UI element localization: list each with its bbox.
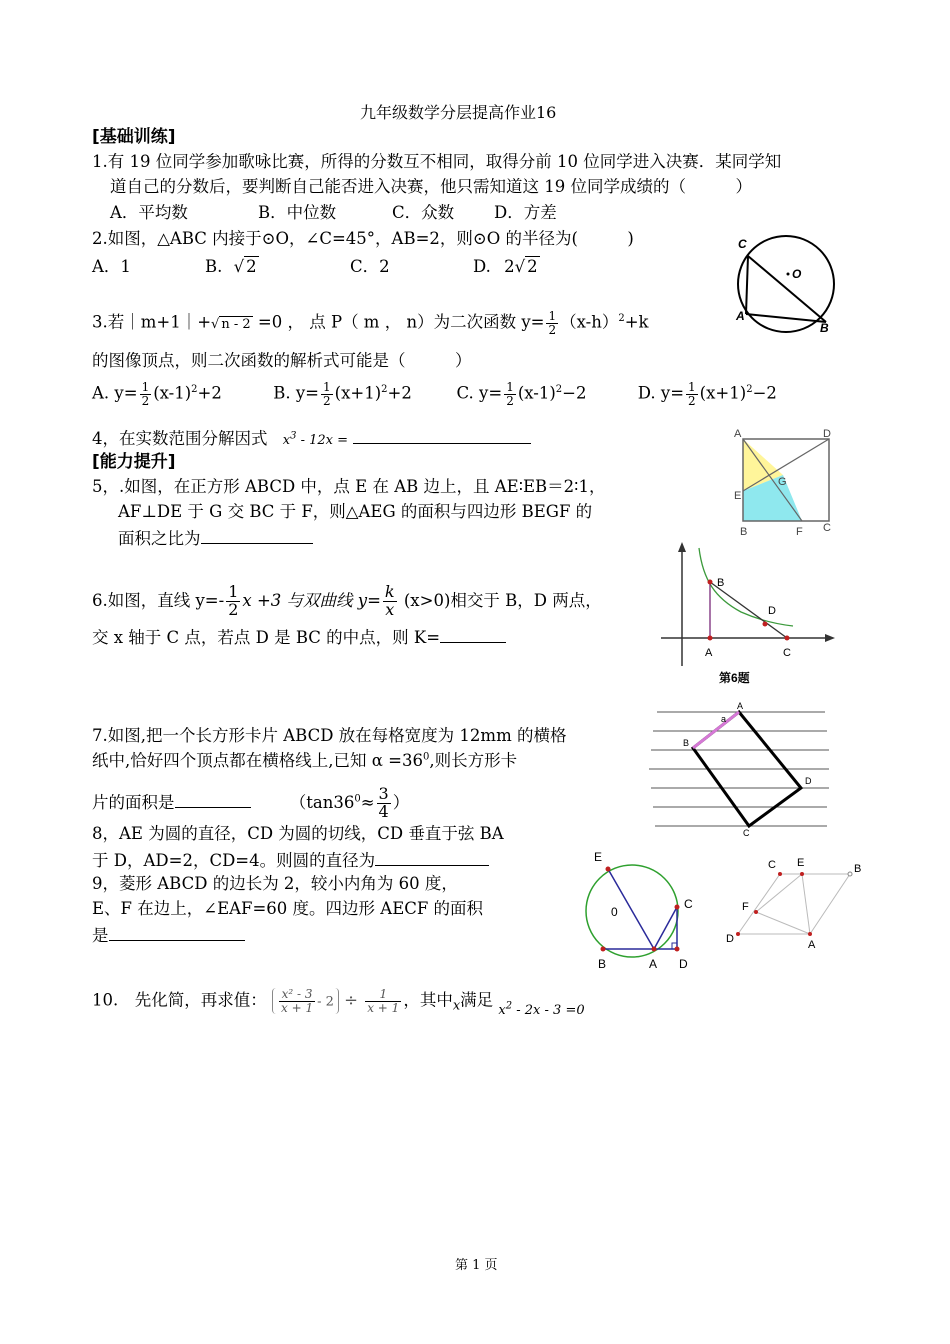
- q10-frac2-num: 1: [365, 988, 401, 1002]
- fig8-label-b: B: [598, 957, 607, 971]
- q6-end: (x>0)相交于 B，D 两点，: [403, 590, 602, 610]
- q2-option-d: [473, 257, 540, 277]
- q4-text: 4，在实数范围分解因式: [92, 429, 268, 448]
- q2-option-b-value: √ 2: [233, 257, 257, 276]
- q4-expression: [282, 430, 349, 448]
- q3-frac-den: 2: [548, 322, 557, 337]
- q1-option-d: D．方差: [494, 203, 557, 222]
- q6-answer-blank[interactable]: [440, 626, 506, 643]
- q3-mid: =0 ， 点 P（ m ， n）为二次函数 y=: [257, 312, 545, 332]
- q1-line2: 道自己的分数后，要判断自己能否进入决赛，他只需知道这 19 位同学成绩的（ ）: [110, 177, 752, 196]
- figure-q2-circle: [730, 230, 845, 335]
- q3-option-b-pre: B. y=: [273, 383, 320, 403]
- figure-q8-circle: [578, 845, 703, 973]
- point-e: [606, 867, 611, 872]
- q3-option-c-end: −2: [562, 383, 587, 403]
- q3-option-b-frac-den: 2: [323, 393, 331, 408]
- q9-line3: [92, 924, 245, 946]
- q10-frac1: [279, 988, 315, 1014]
- q4-line: [92, 427, 531, 449]
- q7-line2: [92, 751, 517, 771]
- fig7-label-a: A: [737, 701, 744, 711]
- q10-pre: 10. 先化简，再求值：: [92, 990, 267, 1010]
- q3-option-d-pre: D. y=: [637, 383, 685, 403]
- fig6-caption: 第6题: [719, 671, 750, 685]
- fig9-label-e: E: [797, 857, 805, 869]
- q3-option-a-frac-den: 2: [141, 393, 150, 408]
- q3-option-d-body: (x+1): [699, 383, 747, 403]
- side-ab: [693, 712, 739, 748]
- point-a: [808, 932, 812, 936]
- point-c: [778, 872, 782, 876]
- point-e: [800, 872, 804, 876]
- q3-option-c-frac-num: 1: [506, 380, 514, 394]
- q3-option-d: [638, 381, 777, 407]
- q3-option-c: [457, 381, 633, 407]
- point-d: [763, 622, 768, 627]
- point-c: [785, 636, 790, 641]
- q3-option-b-frac-num: 1: [323, 380, 331, 394]
- section-basic: [基础训练]: [92, 127, 176, 147]
- q10-frac2-den: x + 1: [367, 1000, 400, 1015]
- fig5-label-e: E: [734, 490, 742, 502]
- q1-option-b: B．中位数: [258, 203, 337, 222]
- q3-option-a-end: +2: [197, 383, 222, 403]
- line-cb: [748, 256, 826, 322]
- q5-line3: [118, 527, 313, 549]
- fig9-label-c: C: [768, 859, 776, 871]
- q1-option-a: A．平均数: [110, 203, 188, 222]
- fig9-label-d: D: [726, 933, 734, 945]
- fig2-label-a: A: [736, 309, 745, 323]
- q7-line1: 7.如图,把一个长方形卡片 ABCD 放在每格宽度为 12mm 的横格: [92, 726, 567, 745]
- q6-frac2-num: k: [384, 582, 395, 601]
- fig6-label-d: D: [768, 605, 776, 617]
- q2-option-c: C．2: [350, 257, 390, 276]
- q2-option-b-radicand: 2: [246, 257, 257, 276]
- fig7-label-d: D: [805, 776, 812, 786]
- point-b: [601, 947, 606, 952]
- fig5-label-d: D: [823, 428, 831, 440]
- point-d: [675, 947, 680, 952]
- q3-option-b: [273, 381, 451, 407]
- fig7-label-b: B: [683, 738, 690, 748]
- q3-suffix-sup: 2: [618, 313, 625, 325]
- q9-line2: E、F 在边上，∠EAF=60 度。四边形 AECF 的面积: [92, 899, 484, 918]
- q3-option-d-frac-num: 1: [688, 380, 696, 394]
- q6-frac-den: 2: [228, 599, 239, 619]
- q7-hint-sup: 0: [354, 793, 361, 805]
- q7-line2-sup: 0: [422, 751, 430, 763]
- q7-hint-frac: [377, 786, 391, 821]
- q2-text: 2.如图，△ABC 内接于⊙O，∠C=45°，AB=2，则⊙O 的半径为( ): [92, 229, 634, 248]
- point-c: [675, 905, 680, 910]
- fig9-label-a: A: [808, 939, 816, 951]
- q3-option-d-frac-den: 2: [688, 393, 696, 408]
- q2-option-a: A．1: [92, 257, 131, 276]
- q4-expr-a: x: [282, 433, 291, 448]
- q3-option-c-sup: 2: [555, 384, 563, 396]
- fig6-label-c: C: [783, 647, 791, 659]
- q3-option-d-frac: [686, 381, 698, 407]
- q3-option-b-sup: 2: [381, 384, 388, 396]
- q3-option-b-end: +2: [387, 383, 412, 403]
- q2-option-b: [205, 257, 259, 277]
- q6-pre: 6.如图，直线 y=-: [92, 590, 225, 610]
- y-axis-arrow: [678, 542, 686, 552]
- figure-q9-rhombus: [722, 852, 867, 952]
- q3-sqrt-content: n - 2: [221, 316, 251, 332]
- q4-answer-blank[interactable]: [353, 427, 531, 444]
- q3-option-a-frac-num: 1: [141, 380, 150, 394]
- point-a: [652, 947, 657, 952]
- q6-line1: [92, 584, 602, 619]
- fig5-label-c: C: [823, 522, 831, 534]
- q7-hint-end: ）: [392, 792, 410, 812]
- point-d: [736, 932, 740, 936]
- q7-hint-pre: （tan36: [289, 792, 355, 812]
- q5-line1: 5，.如图，在正方形 ABCD 中，点 E 在 AB 边上，且 AE∶EB＝2∶1，: [92, 477, 606, 496]
- q8-line2-text: 于 D，AD=2，CD=4。则圆的直径为: [92, 851, 376, 870]
- q6-frac: [226, 584, 240, 619]
- q3-line2: 的图像顶点，则二次函数的解析式可能是（ ）: [92, 351, 472, 370]
- line-ca: [746, 256, 748, 314]
- figure-q6-graph: [655, 540, 840, 688]
- q10-minus2: - 2: [317, 994, 334, 1010]
- fig8-label-d: D: [679, 957, 688, 971]
- q3-suffix: （x-h）: [560, 312, 619, 332]
- q3-option-d-end: −2: [752, 383, 777, 403]
- q3-option-d-sup: 2: [746, 384, 753, 396]
- q3-option-c-pre: C. y=: [456, 383, 503, 403]
- q3-option-a: [92, 381, 268, 407]
- line-ab: [746, 314, 826, 322]
- q7-line3-text: 片的面积是: [92, 792, 175, 812]
- q7-line3: [92, 786, 409, 821]
- q3-option-c-frac-den: 2: [506, 393, 514, 408]
- q6-line2-text: 交 x 轴于 C 点，若点 D 是 BC 的中点，则 K=: [92, 628, 441, 647]
- fig5-label-f: F: [796, 526, 803, 538]
- q5-line2: AF⊥DE 于 G 交 BC 于 F，则△AEG 的面积与四边形 BEGF 的: [118, 502, 593, 521]
- q10-cond-a: x: [498, 1002, 506, 1018]
- q2-option-d-label: D.: [473, 257, 491, 276]
- q3-suffix-end: +k: [624, 312, 649, 332]
- q3-option-c-frac: [504, 381, 516, 407]
- q1-option-c: C．众数: [392, 203, 455, 222]
- q2-option-d-radicand: 2: [527, 257, 538, 276]
- q10-line: [92, 988, 585, 1018]
- q3-option-c-body: (x-1): [517, 383, 556, 403]
- q7-hint-frac-num: 3: [378, 784, 389, 803]
- fig9-label-b: B: [854, 863, 862, 875]
- line-ae: [802, 874, 810, 934]
- q10-frac1-num: x² - 3: [279, 988, 315, 1002]
- q4-expr-sup: 3: [290, 430, 297, 442]
- q5-line3-text: 面积之比为: [118, 529, 201, 548]
- q3-option-b-body: (x+1): [334, 383, 382, 403]
- fig6-label-a: A: [705, 647, 713, 659]
- fig5-label-b: B: [740, 526, 748, 538]
- point-a: [708, 636, 713, 641]
- fig9-label-f: F: [742, 901, 749, 913]
- q3-line1: [92, 310, 649, 336]
- q10-frac2: [365, 988, 401, 1014]
- q10-cond-b: - 2x - 3 =0: [512, 1002, 585, 1018]
- point-b: [848, 872, 852, 876]
- q3-option-a-body: (x-1): [153, 383, 192, 403]
- q10-cond-sup: 2: [505, 1000, 513, 1012]
- q6-mid: x +3 与双曲线 y=: [242, 590, 381, 610]
- fig8-label-o: 0: [611, 905, 618, 919]
- fig8-label-a: A: [649, 957, 658, 971]
- q8-line2: [92, 849, 489, 871]
- q10-mid: ，其中: [403, 990, 453, 1010]
- fig5-label-a: A: [734, 428, 742, 440]
- q3-fraction: [546, 310, 558, 336]
- center-dot: [787, 273, 790, 276]
- fig8-label-e: E: [594, 850, 603, 864]
- q6-line2: [92, 626, 506, 648]
- q3-sqrt: √ n - 2: [211, 316, 251, 332]
- fig6-label-b: B: [717, 577, 725, 589]
- q9-line1: 9，菱形 ABCD 的边长为 2，较小内角为 60 度，: [92, 874, 458, 893]
- q2-option-d-value: √ 2: [514, 257, 538, 276]
- q4-expr-b: - 12x =: [296, 433, 349, 448]
- q3-options: [92, 381, 777, 407]
- q10-condition: [498, 1000, 585, 1018]
- q3-prefix: 3.若｜m+1｜+: [92, 312, 212, 332]
- fig8-label-c: C: [684, 897, 693, 911]
- line-ef: [756, 874, 802, 912]
- page-title: 九年级数学分层提高作业16: [360, 103, 557, 122]
- x-axis-arrow: [825, 634, 835, 642]
- q6-frac-num: 1: [228, 582, 239, 601]
- q7-hint-frac-den: 4: [378, 801, 389, 821]
- q10-div: ÷: [344, 990, 358, 1010]
- fig2-label-c: C: [738, 237, 747, 251]
- q7-line2-end: ,则长方形卡: [429, 751, 518, 770]
- q5-answer-blank[interactable]: [201, 527, 313, 544]
- q6-frac2-den: x: [385, 599, 395, 619]
- q1-line1: 1.有 19 位同学参加歌咏比赛，所得的分数互不相同，取得分前 10 位同学进入决赛．某同学知: [92, 152, 782, 171]
- q7-answer-blank[interactable]: [175, 791, 251, 808]
- hyperbola-curve: [699, 548, 793, 626]
- page-footer: 第 1 页: [455, 1258, 498, 1273]
- q9-line3-text: 是: [92, 926, 109, 945]
- q8-line1: 8，AE 为圆的直径，CD 为圆的切线，CD 垂直于弦 BA: [92, 824, 504, 843]
- fig2-label-b: B: [820, 321, 829, 335]
- q3-option-b-frac: [321, 381, 333, 407]
- point-b: [708, 580, 713, 585]
- q10-var: x: [452, 998, 461, 1014]
- q10-frac1-den: x + 1: [281, 1000, 314, 1015]
- q2-option-d-coef: 2: [504, 257, 515, 276]
- q3-option-a-pre: A. y=: [92, 383, 138, 403]
- fig5-label-g: G: [778, 476, 787, 488]
- q3-option-a-sup: 2: [191, 384, 198, 396]
- figure-q7-lined-paper: [645, 700, 835, 840]
- q7-line2-text: 纸中,恰好四个顶点都在横格线上,已知 α =36: [92, 751, 423, 770]
- fig7-label-alpha: a: [721, 714, 727, 724]
- fig2-label-o: O: [792, 267, 802, 281]
- section-advanced: [能力提升]: [92, 452, 176, 472]
- q9-answer-blank[interactable]: [109, 924, 245, 941]
- q7-hint: [289, 784, 410, 821]
- q6-frac2: [383, 584, 397, 619]
- q3-option-a-frac: [140, 381, 152, 407]
- ruled-lines: [649, 712, 829, 826]
- q3-frac-num: 1: [548, 309, 557, 323]
- q8-answer-blank[interactable]: [375, 849, 489, 866]
- point-f: [754, 910, 758, 914]
- rhombus-abcd: [738, 874, 850, 934]
- figure-q5-square: [730, 425, 840, 537]
- q7-hint-mid: ≈: [360, 792, 375, 812]
- fig7-label-c: C: [743, 828, 750, 838]
- q10-mid2: 满足: [460, 990, 494, 1010]
- q2-option-b-label: B.: [205, 257, 223, 276]
- q10-paren-expr: [272, 988, 339, 1014]
- line-af: [756, 912, 810, 934]
